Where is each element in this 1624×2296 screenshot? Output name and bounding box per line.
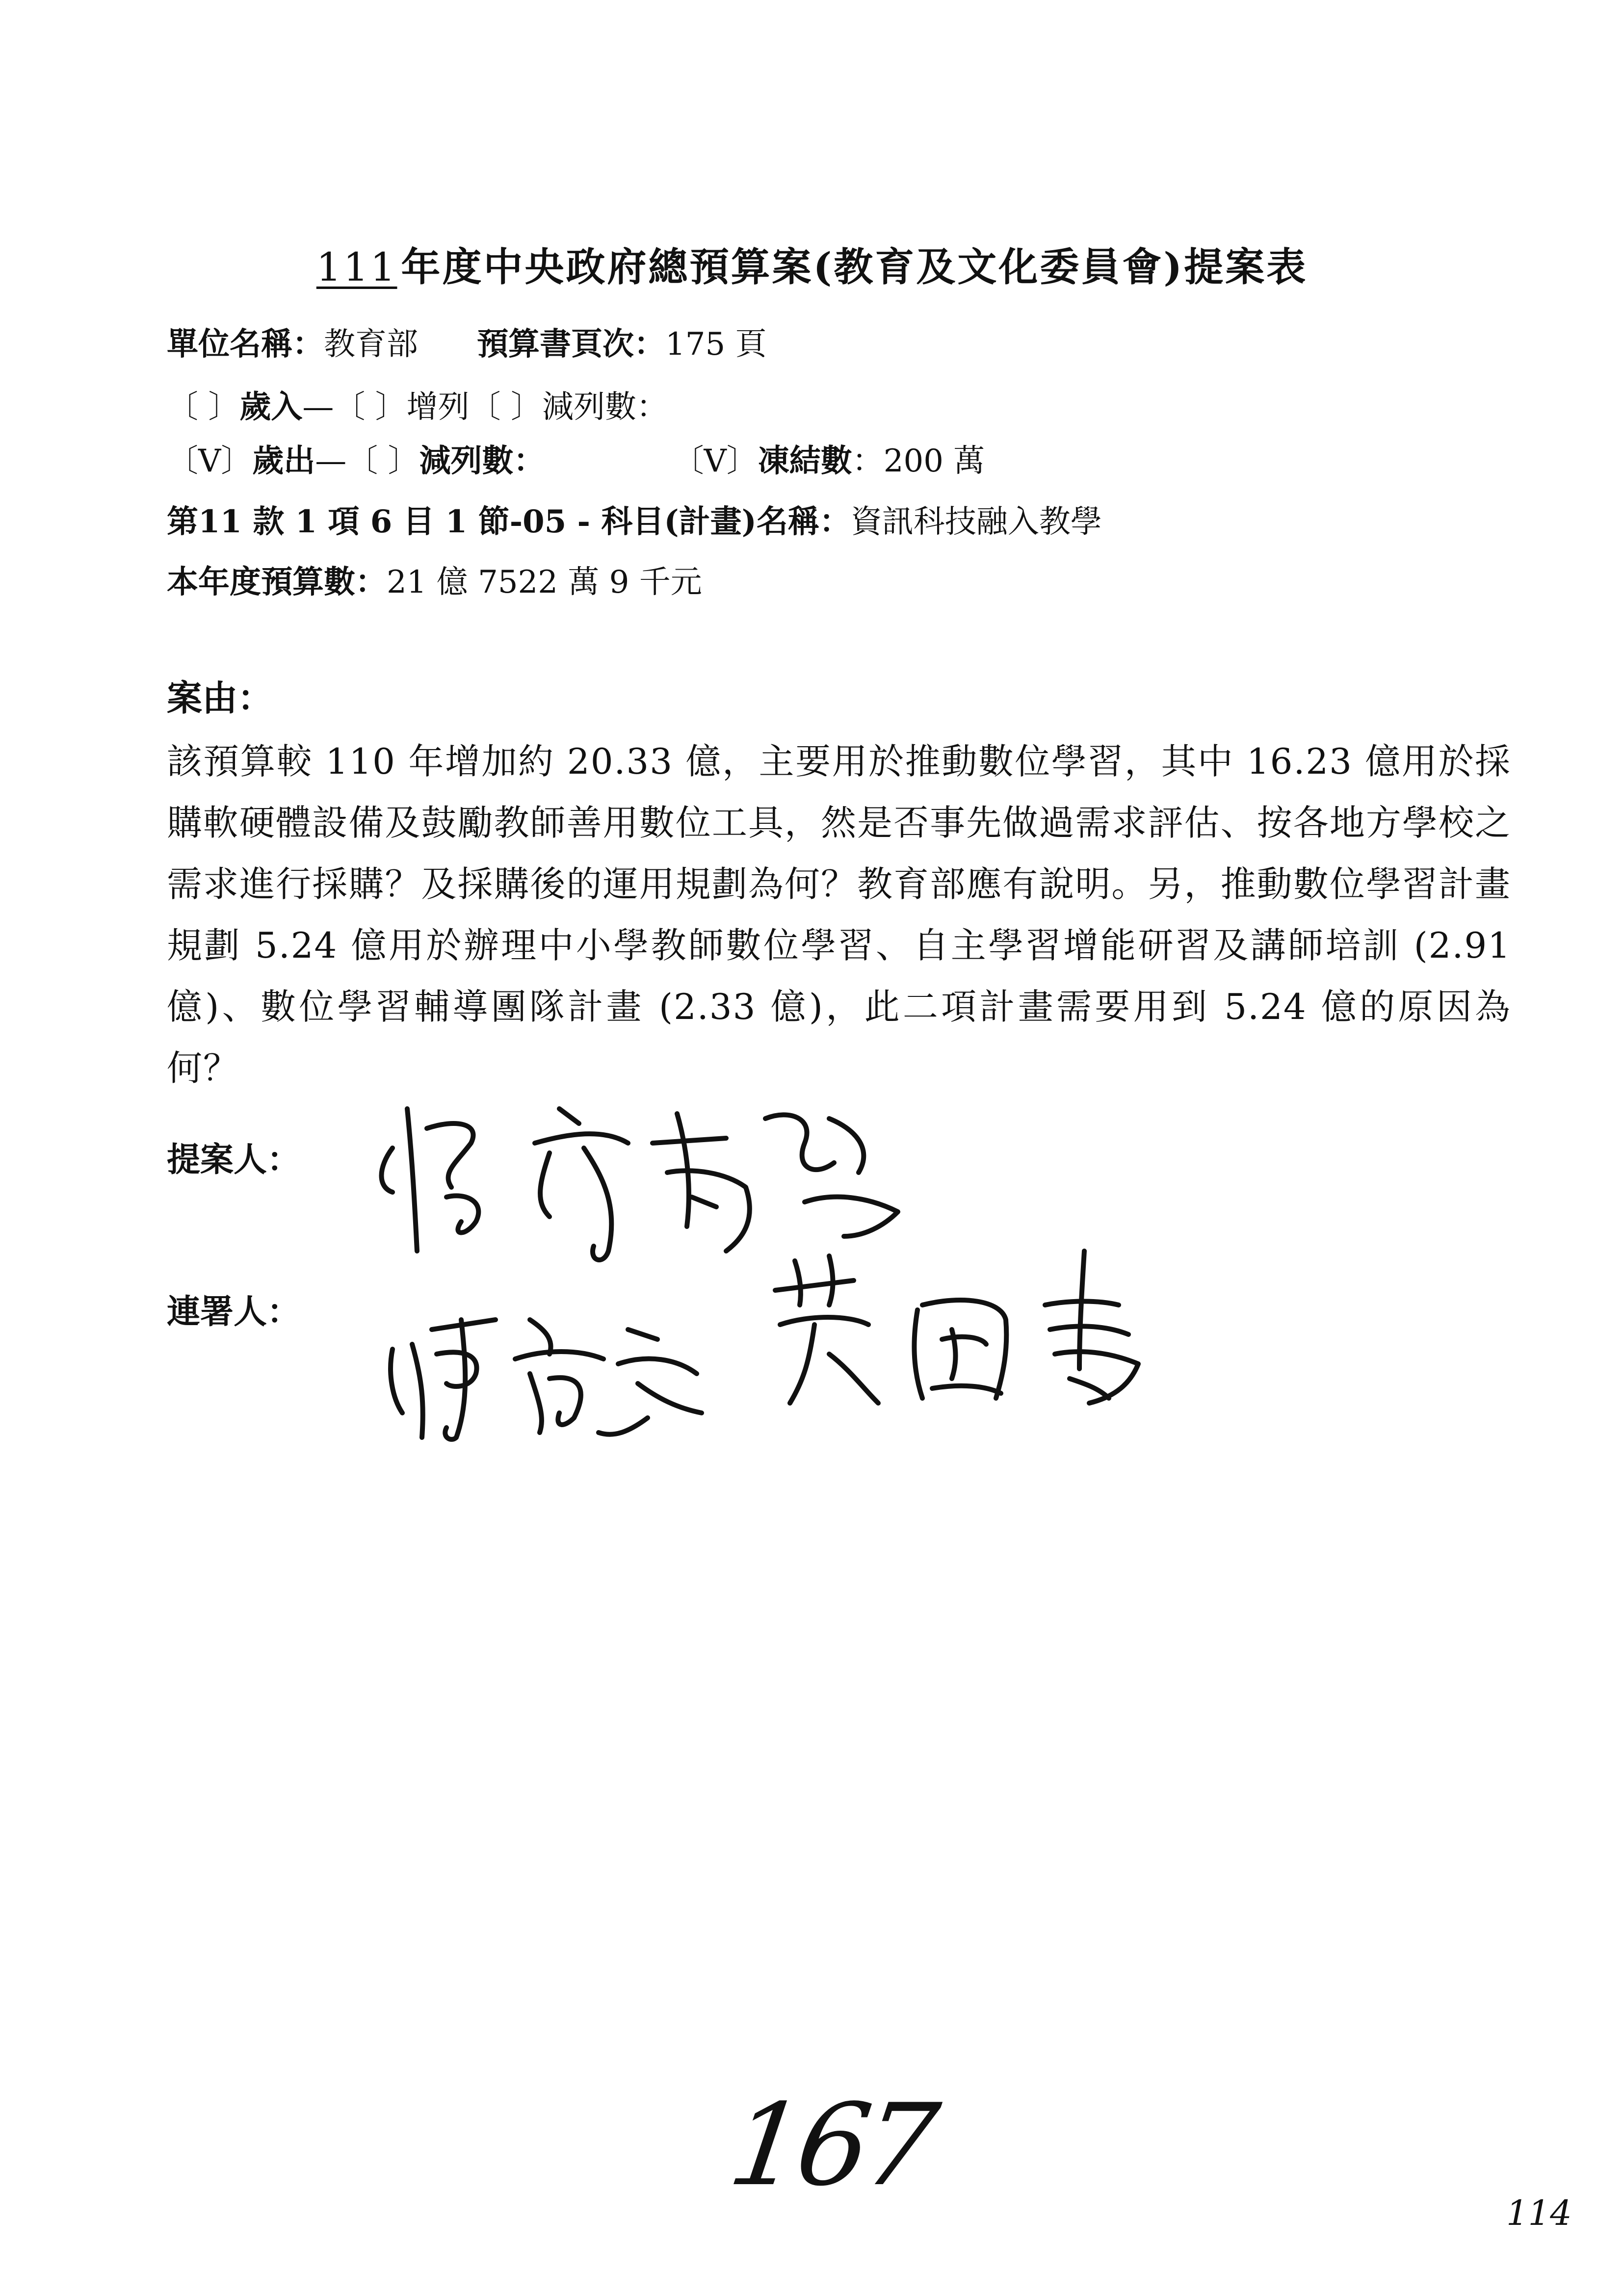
freeze-label: 凍結數	[758, 443, 852, 479]
budget-label: 本年度預算數：	[167, 564, 387, 600]
freeze-value: ：200 萬	[852, 443, 985, 479]
expenditure-line	[167, 436, 985, 481]
unit-line	[167, 319, 767, 364]
title-text: 年度中央政府總預算案(教育及文化委員會)提案表	[401, 244, 1308, 290]
corner-number: 114	[1506, 2193, 1572, 2233]
freeze-checkbox: 〔V〕	[672, 443, 758, 479]
item-line	[167, 496, 1102, 542]
page-title	[0, 235, 1624, 292]
revenue-label: 歲入	[239, 389, 303, 425]
cosigner-signature-1	[383, 1290, 726, 1447]
cosigner-signature-2	[756, 1241, 1158, 1428]
reason-text: 該預算較 110 年增加約 20.33 億，主要用於推動數位學習，其中 16.23 億用於採購軟硬體設備及鼓勵教師善用數位工具，然是否事先做過需求評估、按各地方學校之需求進行採購？及採購後的運用規劃為何？教育部應有說明。另，推動數位學習計畫規劃 5.24 億用於辦理中小學教師數位學習、自主學習增能研習及講師培訓 (2.91 億)、數位學習輔導團隊計畫 (2.33 億)，此二項計畫需要用到 5.24 億的原因為何？	[167, 741, 1511, 1089]
item-label: 第11 款 1 項 6 目 1 節-05 - 科目(計畫)名稱：	[167, 503, 851, 540]
unit-label: 單位名稱：	[167, 326, 324, 363]
budget-line	[167, 557, 702, 602]
title-year: 111	[316, 244, 397, 290]
item-value: 資訊科技融入教學	[850, 504, 1102, 540]
page-number-value: 175 頁	[665, 326, 767, 363]
budget-value: 21 億 7522 萬 9 千元	[387, 564, 702, 600]
expenditure-dash: —〔 〕	[315, 443, 419, 479]
reason-label: 案由：	[167, 677, 273, 719]
page-number-label: 預算書頁次：	[477, 326, 665, 363]
proposer-label: 提案人：	[167, 1140, 301, 1179]
revenue-checkbox: 〔 〕	[167, 389, 240, 425]
unit-value: 教育部	[324, 326, 418, 363]
handwritten-page-number: 167	[722, 2080, 941, 2211]
revenue-options: —〔 〕增列〔 〕減列數：	[302, 389, 668, 425]
reduce-label: 減列數：	[419, 443, 545, 479]
expenditure-label: 歲出	[252, 443, 315, 479]
revenue-line	[167, 382, 668, 427]
expenditure-checkbox: 〔V〕	[167, 443, 253, 479]
cosigner-label: 連署人：	[167, 1292, 301, 1331]
